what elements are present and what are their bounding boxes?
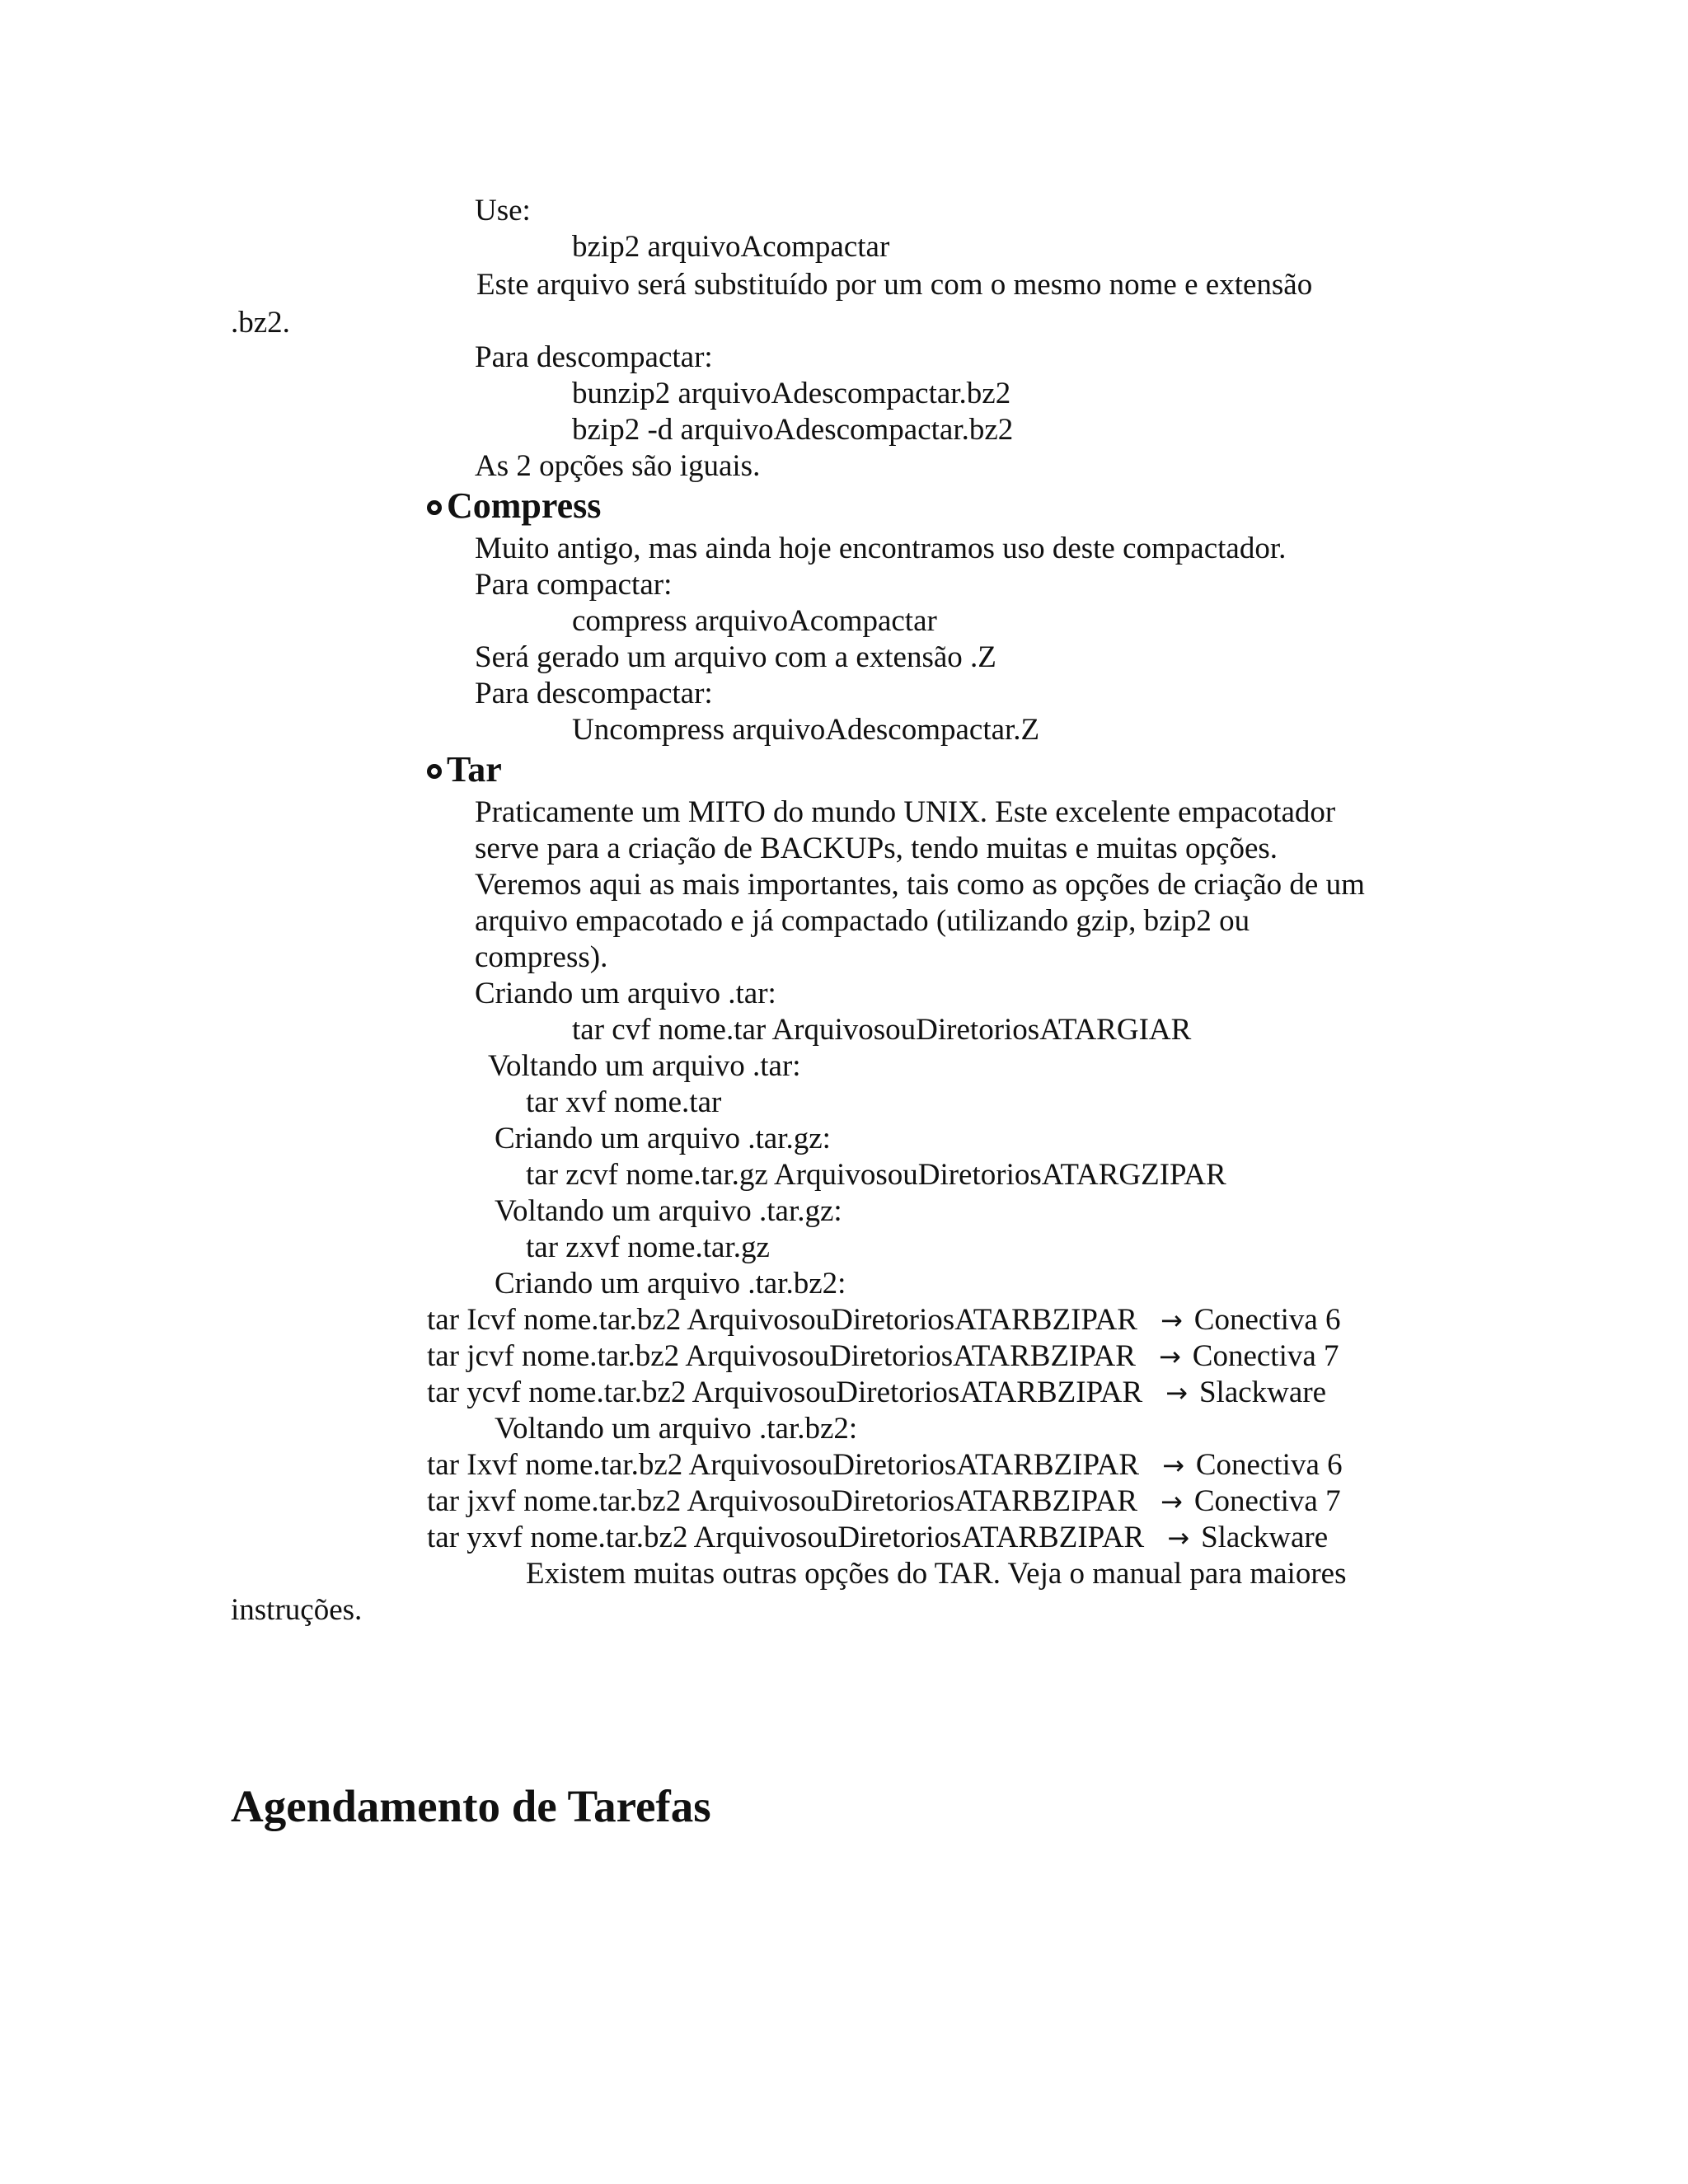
command-line: tar zcvf nome.tar.gz ArquivosouDiretoriosATARGZIPAR	[526, 1158, 1226, 1192]
command-line: bzip2 -d arquivoAdescompactar.bz2	[572, 413, 1014, 447]
paragraph-line: Muito antigo, mas ainda hoje encontramos uso deste compactador.	[475, 532, 1287, 565]
command-line: bzip2 arquivoAcompactar	[572, 230, 890, 264]
distro-label: Conectiva 6	[1193, 1303, 1341, 1337]
paragraph-line: arquivo empacotado e já compactado (utilizando gzip, bzip2 ou	[475, 904, 1250, 938]
paragraph-line: instruções.	[231, 1593, 363, 1627]
command-text: tar Ixvf nome.tar.bz2 ArquivosouDiretoriosATARBZIPAR	[427, 1448, 1140, 1482]
voltando-bz2-label: Voltando um arquivo .tar.bz2:	[495, 1412, 858, 1446]
criando-tar-label: Criando um arquivo .tar:	[475, 977, 776, 1010]
command-line: Uncompress arquivoAdescompactar.Z	[572, 713, 1040, 747]
paragraph-line: compress).	[475, 940, 608, 974]
command-row	[427, 1447, 1343, 1483]
arrow-right-icon: →	[1162, 1450, 1184, 1481]
distro-label: Slackware	[1201, 1521, 1329, 1554]
distro-label: Slackware	[1198, 1376, 1327, 1409]
voltando-gz-label: Voltando um arquivo .tar.gz:	[495, 1194, 842, 1228]
command-text: tar Icvf nome.tar.bz2 ArquivosouDiretoriosATARBZIPAR	[427, 1303, 1137, 1337]
compress-title: Compress	[447, 485, 602, 526]
criando-gz-label: Criando um arquivo .tar.gz:	[495, 1122, 831, 1155]
distro-label: Conectiva 7	[1192, 1339, 1339, 1373]
command-row	[427, 1375, 1326, 1411]
paragraph-line: Praticamente um MITO do mundo UNIX. Este excelente empacotador	[475, 795, 1336, 829]
command-line: tar xvf nome.tar	[526, 1085, 722, 1119]
tar-title: Tar	[447, 749, 502, 790]
arrow-right-icon: →	[1158, 1341, 1181, 1372]
arrow-right-icon: →	[1167, 1522, 1190, 1554]
circle-bullet-icon	[427, 500, 442, 515]
use-label: Use:	[475, 194, 531, 227]
command-line: compress arquivoAcompactar	[572, 604, 937, 638]
distro-label: Conectiva 6	[1195, 1448, 1343, 1482]
arrow-right-icon: →	[1160, 1305, 1183, 1336]
command-line: tar cvf nome.tar ArquivosouDiretoriosATARGIAR	[572, 1013, 1192, 1047]
distro-label: Conectiva 7	[1193, 1484, 1341, 1518]
command-row	[427, 1302, 1341, 1338]
circle-bullet-icon	[427, 764, 442, 779]
command-text: tar ycvf nome.tar.bz2 ArquivosouDiretoriosATARBZIPAR	[427, 1376, 1143, 1409]
command-text: tar yxvf nome.tar.bz2 ArquivosouDiretoriosATARBZIPAR	[427, 1521, 1145, 1554]
command-line: tar zxvf nome.tar.gz	[526, 1230, 770, 1264]
paragraph-line: As 2 opções são iguais.	[475, 449, 761, 483]
compress-heading	[427, 485, 601, 527]
para-descompactar-label: Para descompactar:	[475, 677, 713, 710]
arrow-right-icon: →	[1165, 1377, 1188, 1408]
paragraph-line: .bz2.	[231, 306, 290, 340]
criando-bz2-label: Criando um arquivo .tar.bz2:	[495, 1267, 846, 1301]
command-text: tar jcvf nome.tar.bz2 ArquivosouDiretoriosATARBZIPAR	[427, 1339, 1136, 1373]
arrow-right-icon: →	[1160, 1486, 1183, 1517]
para-compactar-label: Para compactar:	[475, 568, 673, 602]
command-row	[427, 1483, 1341, 1520]
paragraph-line: serve para a criação de BACKUPs, tendo muitas e muitas opções.	[475, 832, 1278, 865]
tar-heading	[427, 748, 502, 791]
section-heading: Agendamento de Tarefas	[231, 1781, 711, 1831]
paragraph-line: Veremos aqui as mais importantes, tais como as opções de criação de um	[475, 868, 1365, 902]
paragraph-line: Este arquivo será substituído por um com o mesmo nome e extensão	[476, 268, 1313, 302]
command-text: tar jxvf nome.tar.bz2 ArquivosouDiretoriosATARBZIPAR	[427, 1484, 1138, 1518]
paragraph-line: Será gerado um arquivo com a extensão .Z	[475, 640, 996, 674]
command-row	[427, 1338, 1339, 1375]
paragraph-line: Existem muitas outras opções do TAR. Veja o manual para maiores	[526, 1557, 1347, 1591]
voltando-tar-label: Voltando um arquivo .tar:	[488, 1049, 801, 1083]
command-row	[427, 1520, 1328, 1556]
para-descompactar-label: Para descompactar:	[475, 340, 713, 374]
command-line: bunzip2 arquivoAdescompactar.bz2	[572, 377, 1011, 410]
